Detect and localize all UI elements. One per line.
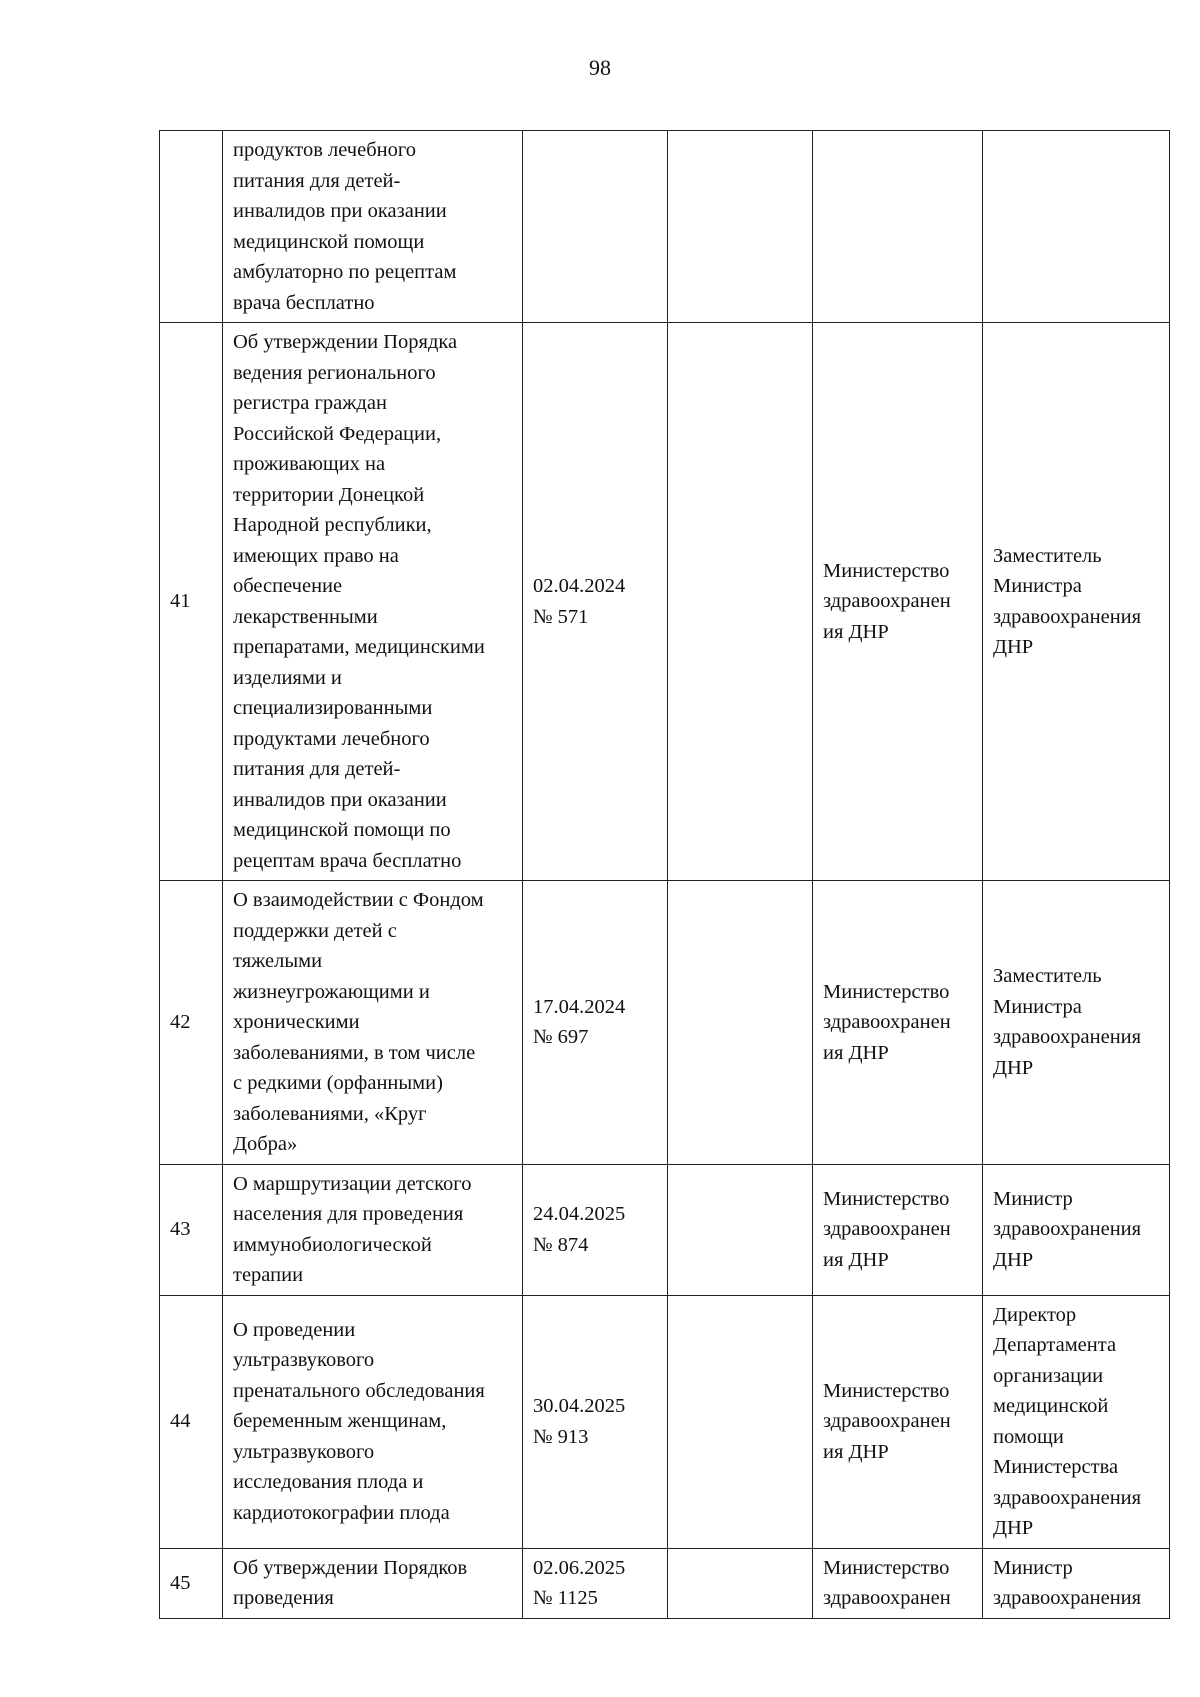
row-number (160, 131, 223, 323)
empty-cell (668, 1295, 813, 1548)
issuing-organization: Министерство здравоохранен ия ДНР (813, 881, 983, 1165)
table-row (160, 1548, 1170, 1618)
document-date-number: 02.04.2024 № 571 (523, 323, 668, 881)
document-title: Об утверждении Порядков проведения (223, 1548, 523, 1618)
issuing-organization (813, 131, 983, 323)
responsible-official: Заместитель Министра здравоохранения ДНР (983, 323, 1170, 881)
issuing-organization: Министерство здравоохранен ия ДНР (813, 1164, 983, 1295)
document-date-number: 17.04.2024 № 697 (523, 881, 668, 1165)
document-date-number: 30.04.2025 № 913 (523, 1295, 668, 1548)
row-number: 45 (160, 1548, 223, 1618)
table-row (160, 131, 1170, 323)
responsible-official (983, 131, 1170, 323)
document-date-number (523, 131, 668, 323)
document-title: О маршрутизации детского населения для проведения иммунобиологической терапии (223, 1164, 523, 1295)
page-number: 98 (589, 55, 611, 80)
document-title: продуктов лечебного питания для детей- инвалидов при оказании медицинской помощи амбулаторно по рецептам врача бесплатно (223, 131, 523, 323)
empty-cell (668, 323, 813, 881)
empty-cell (668, 881, 813, 1165)
row-number: 43 (160, 1164, 223, 1295)
empty-cell (668, 131, 813, 323)
responsible-official: Заместитель Министра здравоохранения ДНР (983, 881, 1170, 1165)
responsible-official: Директор Департамента организации медицинской помощи Министерства здравоохранения ДНР (983, 1295, 1170, 1548)
document-table (159, 130, 1170, 1619)
row-number: 41 (160, 323, 223, 881)
row-number: 42 (160, 881, 223, 1165)
table-row (160, 1295, 1170, 1548)
empty-cell (668, 1548, 813, 1618)
empty-cell (668, 1164, 813, 1295)
issuing-organization: Министерство здравоохранен (813, 1548, 983, 1618)
document-date-number: 02.06.2025 № 1125 (523, 1548, 668, 1618)
issuing-organization: Министерство здравоохранен ия ДНР (813, 323, 983, 881)
table-row (160, 881, 1170, 1165)
document-title: О проведении ультразвукового пренатального обследования беременным женщинам, ультразвукового исследования плода и кардиотокографии плода (223, 1295, 523, 1548)
table-row (160, 1164, 1170, 1295)
table-row (160, 323, 1170, 881)
responsible-official: Министр здравоохранения (983, 1548, 1170, 1618)
issuing-organization: Министерство здравоохранен ия ДНР (813, 1295, 983, 1548)
document-title: Об утверждении Порядка ведения регионального регистра граждан Российской Федерации, проживающих на территории Донецкой Народной республики, имеющих право на обеспечение лекарственными препаратами, медицинскими изделиями и специализированными продуктами лечебного питания для детей- инвалидов при оказании медицинской помощи по рецептам врача бесплатно (223, 323, 523, 881)
row-number: 44 (160, 1295, 223, 1548)
document-date-number: 24.04.2025 № 874 (523, 1164, 668, 1295)
document-title: О взаимодействии с Фондом поддержки детей с тяжелыми жизнеугрожающими и хроническими заболеваниями, в том числе с редкими (орфанными) заболеваниями, «Круг Добра» (223, 881, 523, 1165)
responsible-official: Министр здравоохранения ДНР (983, 1164, 1170, 1295)
